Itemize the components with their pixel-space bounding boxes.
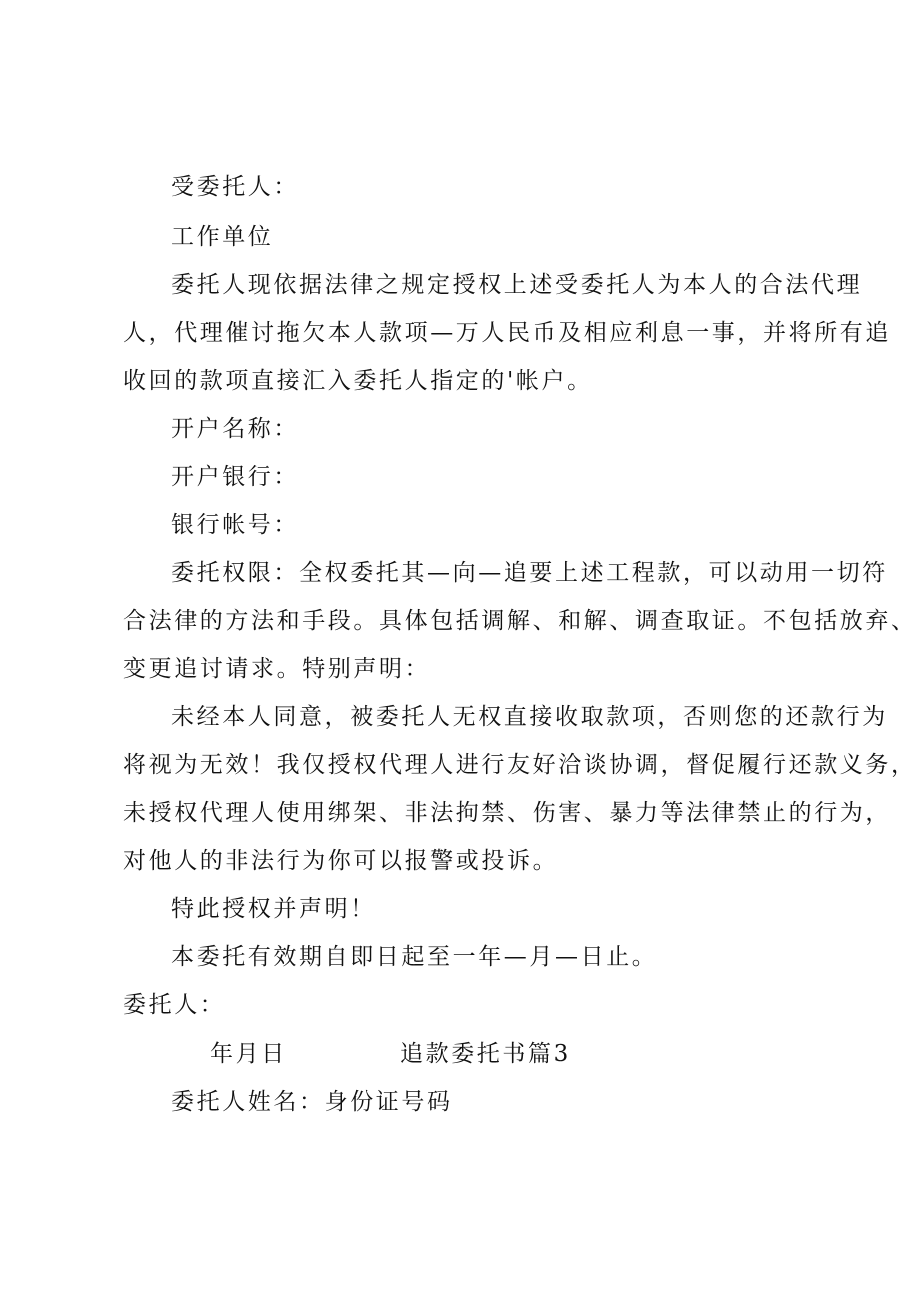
signature-date: 年月日 [210, 1041, 287, 1067]
principal-name-id-label: 委托人姓名：身份证号码 [171, 1089, 453, 1115]
account-name-label: 开户名称： [171, 416, 299, 442]
declaration-line-4: 对他人的非法行为你可以报警或投诉。 [123, 848, 559, 874]
section-heading: 追款委托书篇3 [400, 1041, 571, 1067]
authority-scope-line-2: 合法律的方法和手段。具体包括调解、和解、调查取证。不包括放弃、 [123, 608, 917, 634]
authorization-paragraph-line-3: 收回的款项直接汇入委托人指定的'帐户。 [123, 368, 593, 394]
authority-scope-line-1: 委托权限：全权委托其—向—追要上述工程款，可以动用一切符 [171, 560, 888, 586]
validity-period-statement: 本委托有效期自即日起至一年—月—日止。 [171, 944, 658, 970]
authority-scope-line-3: 变更追讨请求。特别声明： [123, 656, 431, 682]
bank-account-number-label: 银行帐号： [171, 512, 299, 538]
authorization-paragraph-line-1: 委托人现依据法律之规定授权上述受委托人为本人的合法代理 [171, 272, 863, 298]
account-bank-label: 开户银行： [171, 464, 299, 490]
authorization-paragraph-line-2: 人，代理催讨拖欠本人款项—万人民币及相应利息一事，并将所有追 [123, 320, 891, 346]
declaration-line-3: 未授权代理人使用绑架、非法拘禁、伤害、暴力等法律禁止的行为， [123, 800, 891, 826]
declaration-line-1: 未经本人同意，被委托人无权直接收取款项，否则您的还款行为 [171, 704, 888, 730]
declaration-line-2: 将视为无效！我仅授权代理人进行友好洽谈协调，督促履行还款义务， [123, 752, 917, 778]
trustee-label: 受委托人： [171, 174, 299, 200]
hereby-authorize-statement: 特此授权并声明！ [171, 896, 376, 922]
work-unit-label: 工作单位 [171, 224, 274, 250]
principal-signature-label: 委托人： [123, 992, 226, 1018]
